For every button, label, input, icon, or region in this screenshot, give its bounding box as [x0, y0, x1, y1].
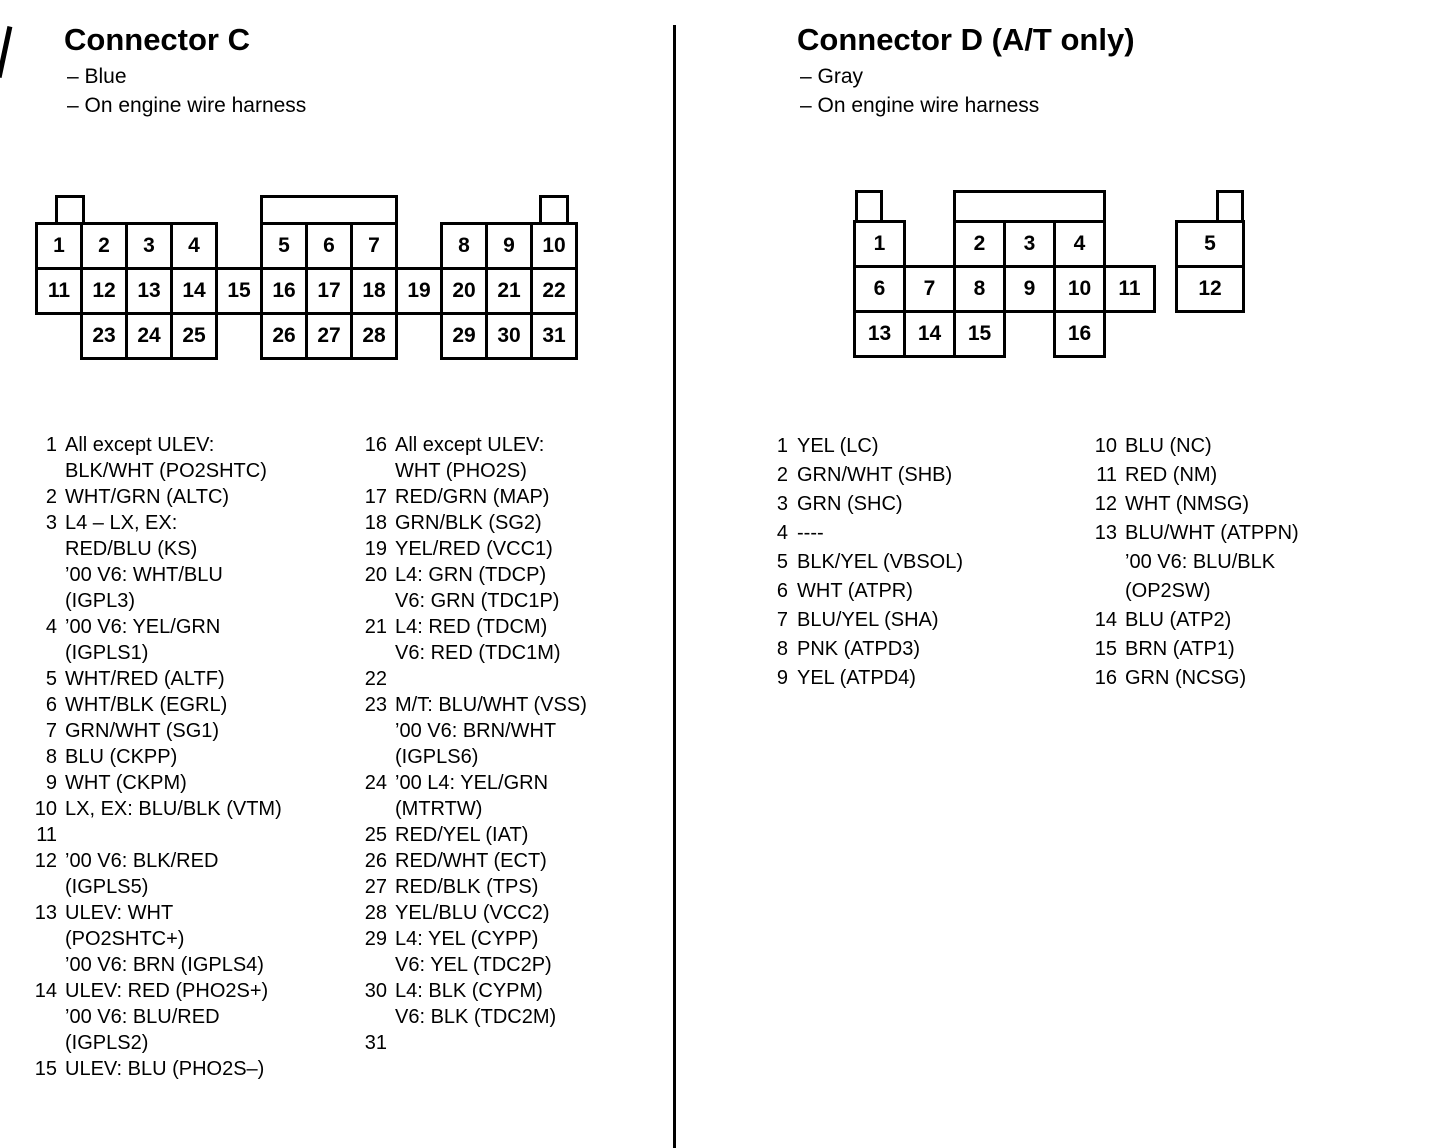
pin-number: 21: [364, 616, 387, 638]
pin-item: [772, 664, 1072, 693]
pin-cell: 7: [903, 265, 956, 313]
pin-cell: 11: [1103, 265, 1156, 313]
pin-item: [772, 490, 1072, 519]
pin-cell: 14: [170, 267, 218, 315]
pin-cell: 28: [350, 312, 398, 360]
pin-item: [772, 432, 1072, 461]
pin-number: 10: [34, 798, 57, 820]
pin-item: [1091, 635, 1426, 664]
connector-key-tab: [539, 195, 569, 225]
connector-c-pins-col1: [31, 432, 336, 1082]
pin-text: YEL (LC): [797, 435, 879, 457]
pin-item: [31, 1056, 336, 1082]
connector-key-tab: [260, 195, 398, 225]
pin-cell: 31: [530, 312, 578, 360]
pin-cell: 20: [440, 267, 488, 315]
pin-cell: 27: [305, 312, 353, 360]
pin-text: WHT/RED (ALTF): [65, 668, 225, 690]
pin-text: BLU/WHT (ATPPN) ’00 V6: BLU/BLK (OP2SW): [1125, 522, 1299, 602]
pin-item: [31, 848, 336, 900]
pin-number: 9: [45, 772, 57, 794]
pin-number: 20: [364, 564, 387, 586]
pin-number: 5: [45, 668, 57, 690]
pin-number: 30: [364, 980, 387, 1002]
pin-number: 11: [36, 824, 57, 846]
pin-cell: 23: [80, 312, 128, 360]
pin-number: 14: [1094, 609, 1117, 631]
pin-number: 6: [45, 694, 57, 716]
pin-cell: 30: [485, 312, 533, 360]
bullet-item: – On engine wire harness: [800, 94, 1040, 117]
bullet-item: – Gray: [800, 65, 864, 88]
pin-number: 31: [364, 1032, 387, 1054]
pin-cell: 3: [125, 222, 173, 270]
pin-text: LX, EX: BLU/BLK (VTM): [65, 798, 282, 820]
pin-cell: 2: [80, 222, 128, 270]
pin-item: [361, 510, 651, 536]
pin-cell: 5: [260, 222, 308, 270]
pin-cell: 4: [1053, 220, 1106, 268]
pin-text: L4: YEL (CYPP) V6: YEL (TDC2P): [395, 928, 552, 976]
pin-text: YEL (ATPD4): [797, 667, 916, 689]
pin-number: 26: [364, 850, 387, 872]
pin-number: 15: [34, 1058, 57, 1080]
pin-item: [31, 484, 336, 510]
pin-cell: 8: [953, 265, 1006, 313]
pin-number: 7: [776, 609, 788, 631]
pin-item: [361, 536, 651, 562]
connector-key-tab: [55, 195, 85, 225]
pin-item: [361, 666, 651, 692]
pin-number: 27: [364, 876, 387, 898]
pin-number: 6: [776, 580, 788, 602]
pin-text: [395, 666, 651, 692]
pin-text: L4: BLK (CYPM) V6: BLK (TDC2M): [395, 980, 557, 1028]
pin-cell: 1: [35, 222, 83, 270]
pin-cell: 14: [903, 310, 956, 358]
pin-cell: 6: [305, 222, 353, 270]
pin-number: 13: [34, 902, 57, 924]
pin-item: [1091, 432, 1426, 461]
pin-number: 4: [776, 522, 788, 544]
pin-text: ULEV: RED (PHO2S+) ’00 V6: BLU/RED (IGPLS2): [65, 980, 269, 1054]
pin-item: [31, 900, 336, 978]
pin-text: M/T: BLU/WHT (VSS) ’00 V6: BRN/WHT (IGPLS6): [395, 694, 587, 768]
pin-text: BLU (NC): [1125, 435, 1212, 457]
connector-d-title: Connector D (A/T only): [797, 22, 1135, 57]
connector-key-tab: [953, 190, 1106, 223]
pin-text: GRN/WHT (SHB): [797, 464, 953, 486]
pin-number: 16: [1094, 667, 1117, 689]
pin-number: 25: [364, 824, 387, 846]
connector-c-title: Connector C: [64, 22, 250, 57]
pin-number: 29: [364, 928, 387, 950]
pin-cell: 15: [953, 310, 1006, 358]
connector-c-bullets: [67, 62, 306, 120]
pin-item: [361, 1030, 651, 1056]
pin-cell: 15: [215, 267, 263, 315]
pin-text: [395, 1030, 651, 1056]
pin-cell: 10: [530, 222, 578, 270]
pin-text: [65, 822, 336, 848]
pin-cell: 6: [853, 265, 906, 313]
pin-cell: 13: [853, 310, 906, 358]
pin-item: [361, 692, 651, 770]
pin-text: BRN (ATP1): [1125, 638, 1235, 660]
pin-cell: 16: [260, 267, 308, 315]
pin-item: [361, 822, 651, 848]
pin-number: 4: [45, 616, 57, 638]
pin-text: WHT/GRN (ALTC): [65, 486, 230, 508]
pin-text: WHT (CKPM): [65, 772, 187, 794]
pin-item: [1091, 490, 1426, 519]
pin-text: GRN (NCSG): [1125, 667, 1247, 689]
pin-item: [772, 461, 1072, 490]
pin-number: 2: [45, 486, 57, 508]
pin-item: [361, 926, 651, 978]
pin-cell: 8: [440, 222, 488, 270]
connector-c-diagram: [35, 195, 585, 365]
pin-item: [361, 614, 651, 666]
pin-number: 7: [45, 720, 57, 742]
pin-text: WHT/BLK (EGRL): [65, 694, 228, 716]
pin-text: All except ULEV: BLK/WHT (PO2SHTC): [65, 434, 267, 482]
pin-text: BLU (CKPP): [65, 746, 178, 768]
connector-d-pins-col2: [1091, 432, 1426, 693]
pin-text: ULEV: WHT (PO2SHTC+) ’00 V6: BRN (IGPLS4): [65, 902, 264, 976]
pin-number: 11: [1096, 464, 1117, 486]
pin-cell: 7: [350, 222, 398, 270]
pin-text: RED (NM): [1125, 464, 1218, 486]
pin-cell: 26: [260, 312, 308, 360]
pin-item: [1091, 606, 1426, 635]
pin-text: BLU/YEL (SHA): [797, 609, 939, 631]
pin-item: [361, 900, 651, 926]
pin-item: [31, 432, 336, 484]
pin-number: 12: [34, 850, 57, 872]
pin-text: WHT (NMSG): [1125, 493, 1250, 515]
pin-text: ’00 L4: YEL/GRN (MTRTW): [395, 772, 549, 820]
pin-cell: 5: [1175, 220, 1245, 268]
pin-item: [361, 432, 651, 484]
pin-cell: 12: [80, 267, 128, 315]
pin-cell: 16: [1053, 310, 1106, 358]
connector-key-tab: [1216, 190, 1244, 223]
pin-item: [31, 692, 336, 718]
pin-item: [361, 484, 651, 510]
pin-number: 17: [364, 486, 387, 508]
pin-number: 5: [776, 551, 788, 573]
pin-number: 24: [364, 772, 387, 794]
bullet-item: – On engine wire harness: [67, 94, 307, 117]
pin-text: YEL/RED (VCC1): [395, 538, 553, 560]
pin-text: All except ULEV: WHT (PHO2S): [395, 434, 545, 482]
pin-item: [772, 635, 1072, 664]
pin-cell: 24: [125, 312, 173, 360]
pin-cell: 11: [35, 267, 83, 315]
pin-cell: 25: [170, 312, 218, 360]
pin-item: [1091, 519, 1426, 606]
pin-text: RED/WHT (ECT): [395, 850, 547, 872]
pin-item: [772, 606, 1072, 635]
pin-cell: 3: [1003, 220, 1056, 268]
pin-number: 10: [1094, 435, 1117, 457]
bullet-item: – Blue: [67, 65, 127, 88]
pin-text: GRN (SHC): [797, 493, 903, 515]
pin-text: ’00 V6: BLK/RED (IGPLS5): [65, 850, 219, 898]
pin-item: [31, 718, 336, 744]
pin-cell: 29: [440, 312, 488, 360]
pin-item: [31, 978, 336, 1056]
connector-d-diagram: [853, 190, 1248, 365]
pin-number: 19: [364, 538, 387, 560]
pin-item: [31, 822, 336, 848]
pin-item: [361, 848, 651, 874]
pin-item: [361, 770, 651, 822]
pin-text: ----: [797, 522, 824, 544]
pin-number: 12: [1094, 493, 1117, 515]
pin-cell: 19: [395, 267, 443, 315]
pin-text: PNK (ATPD3): [797, 638, 920, 660]
pin-cell: 4: [170, 222, 218, 270]
pin-number: 16: [364, 434, 387, 456]
pin-number: 28: [364, 902, 387, 924]
pin-item: [31, 510, 336, 614]
pin-cell: 17: [305, 267, 353, 315]
pin-number: 1: [776, 435, 788, 457]
pin-number: 2: [776, 464, 788, 486]
pin-item: [31, 770, 336, 796]
pin-number: 22: [364, 668, 387, 690]
pin-text: ’00 V6: YEL/GRN (IGPLS1): [65, 616, 221, 664]
connector-d-pins-col1: [772, 432, 1072, 693]
pin-cell: 2: [953, 220, 1006, 268]
pin-item: [1091, 664, 1426, 693]
pin-cell: 12: [1175, 265, 1245, 313]
pin-cell: 21: [485, 267, 533, 315]
pin-text: GRN/WHT (SG1): [65, 720, 220, 742]
pin-cell: 9: [485, 222, 533, 270]
pin-number: 9: [776, 667, 788, 689]
pin-text: L4: GRN (TDCP) V6: GRN (TDC1P): [395, 564, 560, 612]
scan-artifact-mark: [0, 26, 12, 78]
pin-text: RED/YEL (IAT): [395, 824, 529, 846]
pin-text: L4: RED (TDCM) V6: RED (TDC1M): [395, 616, 561, 664]
pin-item: [31, 796, 336, 822]
pin-cell: 13: [125, 267, 173, 315]
pin-text: GRN/BLK (SG2): [395, 512, 542, 534]
pin-item: [361, 562, 651, 614]
pin-item: [361, 978, 651, 1030]
pin-text: YEL/BLU (VCC2): [395, 902, 550, 924]
pin-cell: 1: [853, 220, 906, 268]
pin-cell: 22: [530, 267, 578, 315]
pin-item: [31, 744, 336, 770]
pin-number: 8: [45, 746, 57, 768]
pin-text: ULEV: BLU (PHO2S–): [65, 1058, 265, 1080]
pin-text: WHT (ATPR): [797, 580, 913, 602]
pin-item: [31, 614, 336, 666]
pin-item: [772, 577, 1072, 606]
pin-text: BLK/YEL (VBSOL): [797, 551, 963, 573]
pin-text: BLU (ATP2): [1125, 609, 1232, 631]
column-divider: [673, 25, 676, 1148]
pin-number: 14: [34, 980, 57, 1002]
pin-cell: 10: [1053, 265, 1106, 313]
pin-number: 1: [45, 434, 57, 456]
pin-item: [31, 666, 336, 692]
pin-item: [772, 548, 1072, 577]
pin-item: [361, 874, 651, 900]
connector-key-tab: [855, 190, 883, 223]
connector-c-pins-col2: [361, 432, 651, 1056]
pin-number: 18: [364, 512, 387, 534]
pin-number: 3: [776, 493, 788, 515]
pin-number: 3: [45, 512, 57, 534]
pin-number: 23: [364, 694, 387, 716]
pin-item: [1091, 461, 1426, 490]
pin-cell: 9: [1003, 265, 1056, 313]
pin-item: [772, 519, 1072, 548]
pin-text: RED/BLK (TPS): [395, 876, 539, 898]
pin-text: RED/GRN (MAP): [395, 486, 550, 508]
pin-number: 13: [1094, 522, 1117, 544]
connector-d-bullets: [800, 62, 1039, 120]
pin-cell: 18: [350, 267, 398, 315]
pin-text: L4 – LX, EX: RED/BLU (KS) ’00 V6: WHT/BLU (IGPL3): [65, 512, 223, 612]
pin-number: 8: [776, 638, 788, 660]
pin-number: 15: [1094, 638, 1117, 660]
